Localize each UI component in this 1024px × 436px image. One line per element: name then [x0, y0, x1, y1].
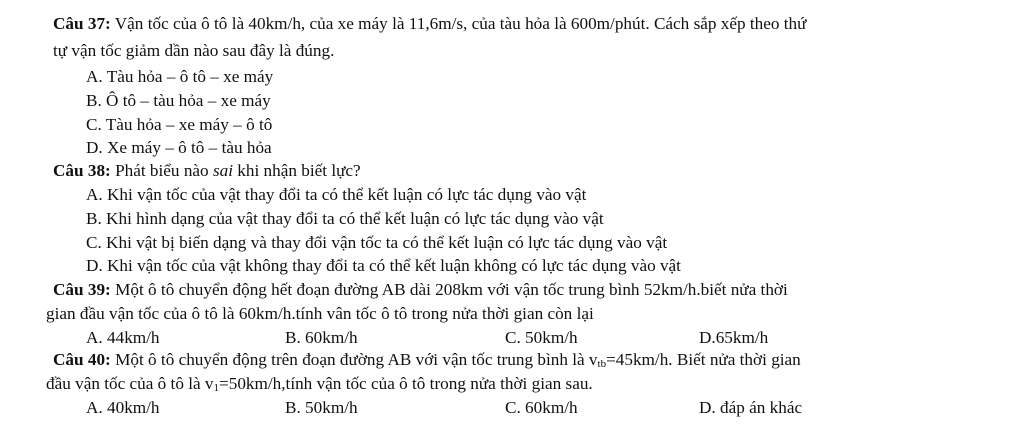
q37-line-2: tự vận tốc giảm dần nào sau đây là đúng.: [53, 41, 335, 60]
q39-text-1: Một ô tô chuyển động hết đoạn đường AB dài 208km với vận tốc trung bình 52km/h.biết nửa thời: [110, 280, 788, 299]
q39-option-a: A. 44km/h: [86, 328, 160, 347]
q38-option-d: D. Khi vận tốc của vật không thay đổi ta có thể kết luận không có lực tác dụng vào vật: [86, 256, 681, 275]
q39-option-b: B. 60km/h: [285, 328, 358, 347]
q40-option-d: D. đáp án khác: [699, 398, 803, 417]
q38-text-a: Phát biểu nào: [110, 161, 213, 180]
q37-option-b: B. Ô tô – tàu hỏa – xe máy: [86, 91, 271, 110]
q39-line-1: [53, 280, 788, 300]
q40-line-1: [53, 350, 801, 370]
q39-option-c: C. 50km/h: [505, 328, 578, 347]
q37-option-c: C. Tàu hỏa – xe máy – ô tô: [86, 115, 273, 134]
q39-option-d: D.65km/h: [699, 328, 769, 347]
q37-label: Câu 37:: [53, 14, 111, 33]
q38-text-b: khi nhận biết lực?: [233, 161, 361, 180]
q39-label: Câu 39:: [53, 280, 111, 299]
q37-option-d: D. Xe máy – ô tô – tàu hỏa: [86, 138, 272, 157]
q38-label: Câu 38:: [53, 161, 111, 180]
q37-line-1: [53, 14, 806, 34]
q40-sub-1: 1: [213, 382, 220, 394]
q40-text-2a: đầu vận tốc của ô tô là v: [46, 374, 214, 393]
q40-text-1a: Một ô tô chuyển động trên đoạn đường AB với vận tốc trung bình là v: [110, 350, 598, 369]
q40-line-2: [46, 374, 593, 394]
q40-label: Câu 40:: [53, 350, 111, 369]
q38-option-a: A. Khi vận tốc của vật thay đổi ta có thể kết luận có lực tác dụng vào vật: [86, 185, 587, 204]
q40-option-b: B. 50km/h: [285, 398, 358, 417]
q40-text-2b: =50km/h,tính vận tốc của ô tô trong nửa thời gian sau.: [219, 374, 593, 393]
q38-text-emph: sai: [212, 161, 233, 180]
q40-option-a: A. 40km/h: [86, 398, 160, 417]
q40-option-c: C. 60km/h: [505, 398, 578, 417]
q38-option-c: C. Khi vật bị biến dạng và thay đổi vận tốc ta có thể kết luận có lực tác dụng vào vật: [86, 233, 668, 252]
q40-text-1b: =45km/h. Biết nửa thời gian: [606, 350, 801, 369]
q40-sub-tb: tb: [597, 358, 607, 370]
q38-option-b: B. Khi hình dạng của vật thay đổi ta có thể kết luận có lực tác dụng vào vật: [86, 209, 604, 228]
q39-line-2: gian đầu vận tốc của ô tô là 60km/h.tính vân tốc ô tô trong nửa thời gian còn lại: [46, 304, 594, 323]
q37-text-1: Vận tốc của ô tô là 40km/h, của xe máy là 11,6m/s, của tàu hỏa là 600m/phút. Cách sắp xếp theo thứ: [110, 14, 807, 33]
q38-line-1: [53, 161, 361, 181]
q37-option-a: A. Tàu hỏa – ô tô – xe máy: [86, 67, 274, 86]
